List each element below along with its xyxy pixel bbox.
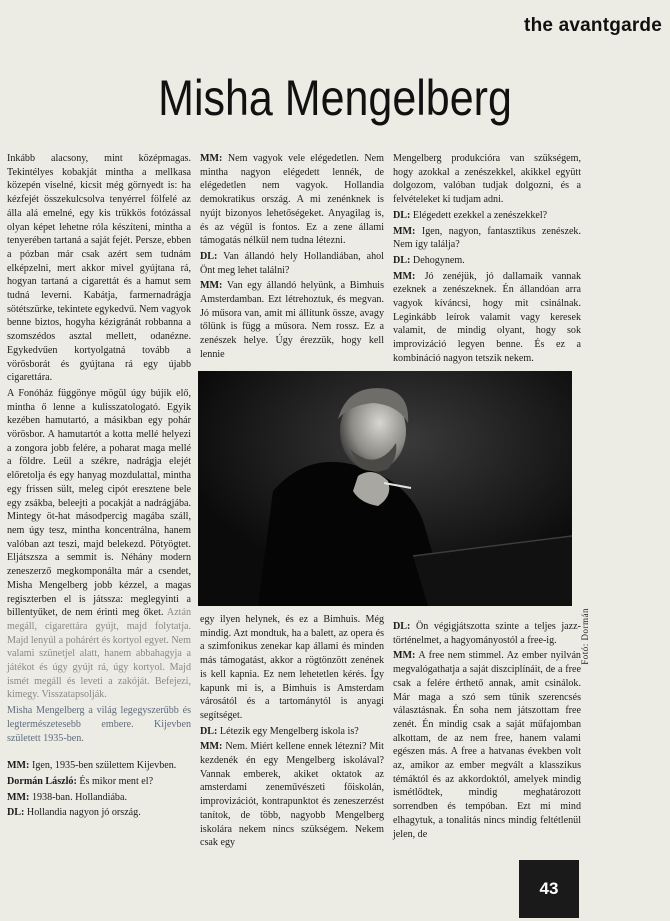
qa-text: Nem. Miért kellene ennek létezni? Mit kezdenék én egy Mengelberg iskolával? Vannak emberek, akiket oktatok az amsterdami zeneművészeti főiskolán, improvizációt, kontrapunktot és zeneszerzést tanítok, de több, nagyobb Mengelberg iskolára nekem nincs szükségem. Nekem csak egy <box>200 741 384 849</box>
portrait-photo <box>198 371 572 606</box>
speaker-label: MM: <box>393 270 416 282</box>
qa-text: Létezik egy Mengelberg iskola is? <box>219 725 359 737</box>
qa-line <box>200 279 384 361</box>
speaker-label: MM: <box>393 650 416 662</box>
qa-line <box>200 613 384 723</box>
qa-line <box>7 759 191 773</box>
photo-credit <box>580 608 594 678</box>
qa-text: Hollandia nagyon jó ország. <box>26 807 141 819</box>
speaker-label: DL: <box>200 725 218 737</box>
qa-line <box>200 725 384 739</box>
qa-line <box>200 250 384 277</box>
qa-text: Dehogynem. <box>412 254 465 266</box>
qa-text: Van egy állandó helyünk, a Bimhuis Amsterdamban. Ezt létrehoztuk, és megvan. Jó műsora van, amit mi állítunk össze, avagy tőlünk is függ a műsora. Nem rossz. Ez a zenészek helye. Úgy érezzük, hogy kell lennie <box>200 280 384 360</box>
column-5 <box>393 620 581 843</box>
article-title: Misha Mengelberg <box>158 70 512 126</box>
qa-line <box>200 152 384 248</box>
qa-line <box>393 620 581 647</box>
speaker-label: DL: <box>200 250 218 262</box>
speaker-label: MM: <box>200 153 223 164</box>
speaker-label: Dormán László: <box>7 775 77 787</box>
qa-line <box>7 791 191 805</box>
qa-text: Mengelberg produkcióra van szükségem, hogy azokkal a zenészekkel, akikkel együtt dolgozom, valóban tudjak dolgozni, és a felvételeket ki tudjam adni. <box>393 153 581 206</box>
intro-paragraph: Inkább alacsony, mint középmagas. Tekintélyes kobakját mintha a mellkasa közepén viselné, kicsit még görnyedt is: ha kézfejét összekulcsolva tenyérrel fölfelé az álla alá emelné, egy kis trükkös fotózással olyan képet lehetne róla készíteni, mintha a tenyerében tartaná a saját fejét. Persze, ebben a pózban már csak azért sem tudnám elképzelni, mert akkor mivel gyújtana rá, hogyan tartaná a cigarettát és a hamut sem tudná leverni. Kabátja, farmernadrágja sötétszürke, tekintete egykedvű. Nem vagyok benne biztos, hogyha kézigránát robbanna a szomszédos asztal mellett, odanézne. Egykedvűen kortyolgatná tovább a vörösborát és gyújtana rá egy újabb cigarettára. <box>7 153 191 384</box>
column-2 <box>200 152 384 364</box>
qa-text: Igen, nagyon, fantasztikus zenészek. Nem így találja? <box>393 225 581 251</box>
qa-line <box>393 152 581 207</box>
qa-text: És mikor ment el? <box>79 775 154 787</box>
speaker-label: DL: <box>393 209 411 221</box>
section-label: the avantgarde <box>524 15 662 36</box>
speaker-label: MM: <box>7 791 30 803</box>
qa-line <box>7 775 191 789</box>
speaker-label: MM: <box>200 280 223 292</box>
qa-text: Jó zenéjük, jó dallamaik vannak ezeknek a zenészeknek. Én állandóan arra vagyok kíváncsi, hogy mit csinálnak. Leginkább leírok valamit vagy keresek valamit, de mindig olyant, hogy sok improvizáció legyen benne. És ez a kombináció nagyon tetszik nekem. <box>393 270 581 364</box>
portrait-illustration <box>198 371 572 606</box>
stage-text-faded: Aztán megáll, cigarettára gyújt, majd folytatja. Majd lenyúl a pohárért és kortyol egyet. Nem valami szünetjel alatt, hanem abbahagyja a játékot és úgy gyújt rá, úgy kortyol. Majd ismét megáll és leveti a zakóját. Befejezi, kimegy. Visszatapsolják. <box>7 607 192 701</box>
qa-line <box>7 806 191 820</box>
bio-paragraph: Misha Mengelberg a világ legegyszerűbb és legtermészetesebb embere. Kijevben született 1935-ben. <box>7 705 191 744</box>
page-number: 43 <box>519 860 579 918</box>
speaker-label: MM: <box>393 225 416 237</box>
column-3 <box>393 152 581 368</box>
speaker-label: MM: <box>7 760 30 772</box>
speaker-label: DL: <box>393 621 411 632</box>
column-4 <box>200 613 384 852</box>
qa-text: egy ilyen helynek, és ez a Bimhuis. Még mindig. Azt mondtuk, ha a balett, az opera és a szimfonikus zenekar kap állami és minden más támogatást, akkor a rögtönzött zenének is kell kapnia. Ez nem lehetetlen kérés. Így kapunk mi is, a Bimhuis is Amsterdam városától és a tartománytól is anyagi segítséget. <box>200 614 384 721</box>
qa-text: Van állandó hely Hollandiában, ahol Önt meg lehet találni? <box>200 250 384 276</box>
qa-line <box>393 254 581 268</box>
column-1 <box>7 152 191 822</box>
photo-credit-text: Fotó: Dormán <box>580 608 590 665</box>
stage-paragraph <box>7 387 191 702</box>
qa-line <box>393 225 581 252</box>
qa-text: 1938-ban. Hollandiába. <box>31 791 127 803</box>
stage-text: A Fonóház függönye mögül úgy bújik elő, mintha ő lenne a kulisszatologató. Egyik kezében hamutartó, a másikban egy pohár vörösbor. A hamutartót a kotta mellé helyezi a zongora jobb felére, a poharat maga mellé a földre. Leül a székre, nadrágja elejét előretolja és egy hanyag mozdulattal, mintha egy frissen sült, meleg cipót eresztene bele egy zsákba, beleejti a pocakját a nadrágjába. Mintegy öt-hat másodpercig magába száll, nem úgy tesz, mintha koncentrálna, hanem valóban azt teszi, majd belekezd. Pötyögtet. Eljátszsza a semmit is. Néhány modern zeneszerző megkomponálta már a csendet, Misha Mengelberg jobb kézzel, a magas regiszterben el is játssza: meglegyinti a billentyűket, de nem érinti meg őket. <box>7 387 191 619</box>
speaker-label: MM: <box>200 741 223 753</box>
speaker-label: DL: <box>7 807 25 819</box>
qa-text: Ön végigjátszotta szinte a teljes jazz-történelmet, a hagyományostól a free-ig. <box>393 621 581 646</box>
qa-line <box>393 649 581 841</box>
qa-line <box>393 209 581 223</box>
qa-line <box>200 740 384 850</box>
qa-text: Igen, 1935-ben születtem Kijevben. <box>31 760 177 772</box>
qa-line <box>393 270 581 366</box>
qa-text: Elégedett ezekkel a zenészekkel? <box>412 209 548 221</box>
speaker-label: DL: <box>393 254 411 266</box>
qa-text: A free nem stimmel. Az ember nyilván megvalógathatja a saját diszciplínáit, de a free csak a felére érthető annak, amit csinálok. Már maga a szó sem tűnik szerencsés választásnak. Én soha nem játszottam free zenét. Én mindig csak a saját műfajomban alkottam, de az nem free, hanem valami egészen más. A free a hatvanas években volt az, amikor az ember megvált a klasszikus témáktól és az akkordoktól, amelyek mindig ismétlődtek, mindig meghatározott sorrendben és tempóban. Ezt mi mind elhagytuk, a tonalitás nincs mindig feltétlenül jelen, de <box>393 650 581 840</box>
qa-text: Nem vagyok vele elégedetlen. Nem mintha nagyon elégedett lennék, de elégedetlen nem vagyok. Hollandia demokratikus ország. A mi zenénknek is nyújt bizonyos lehetőségeket. Anyagilag is, és az végül is fontos. Ez a zene állami támogatás nélkül nem tudna létezni. <box>200 153 384 247</box>
